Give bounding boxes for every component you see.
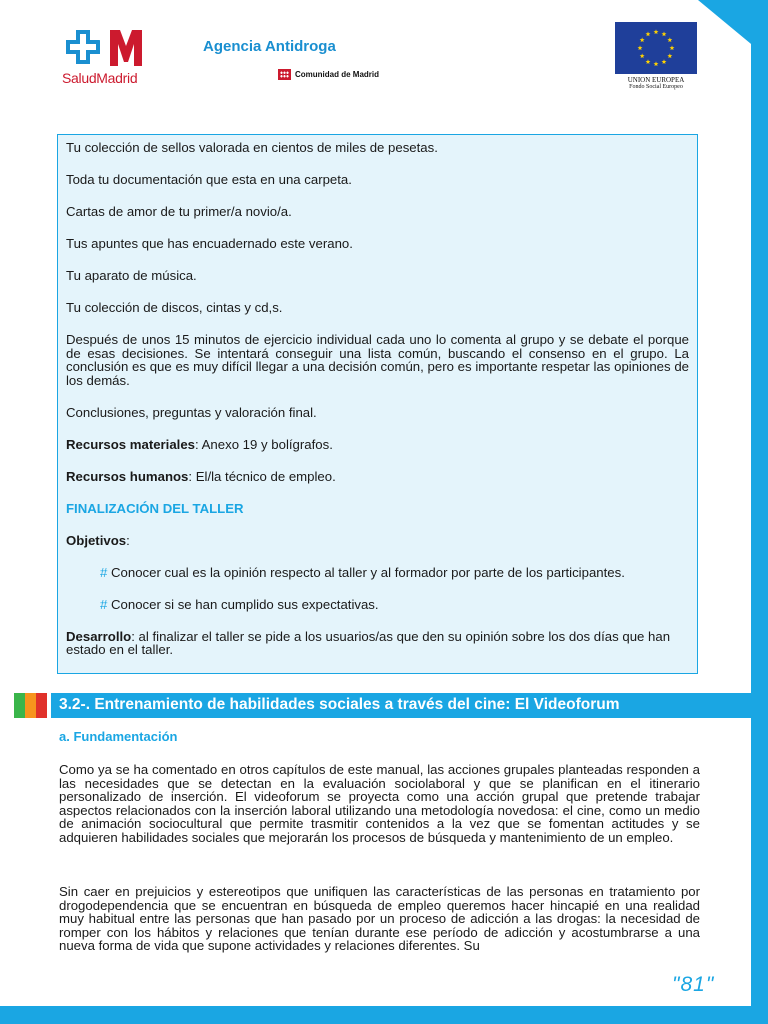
- desarrollo: [66, 630, 689, 657]
- objective-text: Conocer cual es la opinión respecto al taller y al formador por parte de los participantes.: [111, 564, 625, 580]
- finalizacion-heading: FINALIZACIÓN DEL TALLER: [66, 500, 244, 516]
- bottom-border: [0, 1006, 768, 1024]
- recursos-humanos-text: : El/la técnico de empleo.: [188, 468, 336, 484]
- recursos-humanos: [66, 470, 689, 484]
- recursos-materiales-text: : Anexo 19 y bolígrafos.: [195, 436, 333, 452]
- eu-flag-icon: [615, 22, 697, 74]
- comunidad-madrid-text: Comunidad de Madrid: [295, 70, 379, 79]
- recursos-humanos-label: Recursos humanos: [66, 468, 189, 484]
- eu-label: UNION EUROPEA: [627, 76, 685, 84]
- activity-box: [57, 134, 698, 674]
- eu-star-icon: [662, 59, 667, 64]
- eu-star-icon: [670, 45, 675, 50]
- salud-madrid-text: SaludMadrid: [62, 70, 138, 86]
- objetivos-label: Objetivos: [66, 532, 127, 548]
- comunidad-madrid-logo: [278, 69, 379, 80]
- desarrollo-label: Desarrollo: [66, 628, 132, 644]
- recursos-materiales-label: Recursos materiales: [66, 436, 196, 452]
- recursos-materiales: [66, 438, 689, 452]
- eu-star-icon: [646, 32, 651, 37]
- corner-decoration: [698, 0, 768, 70]
- eu-star-icon: [662, 32, 667, 37]
- eu-star-icon: [640, 53, 645, 58]
- subsection-heading: a. Fundamentación: [59, 729, 178, 744]
- list-item: Tu aparato de música.: [66, 267, 197, 283]
- eu-star-icon: [667, 53, 672, 58]
- color-square-orange: [25, 693, 36, 718]
- eu-star-icon: [654, 61, 659, 66]
- section-title: 3.2-. Entrenamiento de habilidades sociales a través del cine: El Videoforum: [59, 696, 620, 713]
- eu-fund-label: Fondo Social Europeo: [629, 84, 683, 90]
- objective-item: [66, 566, 689, 580]
- despues-paragraph: Después de unos 15 minutos de ejercicio individual cada uno lo comenta al grupo y se debate el porque de esas decisiones. Se intentará conseguir una lista común, buscando el consenso en el grupo. La conclusión es que es muy difícil llegar a una decisión común, pero es importante respetar las opiniones de los demás.: [66, 331, 689, 388]
- agency-title: Agencia Antidroga: [203, 38, 336, 55]
- list-item: Tu colección de sellos valorada en cientos de miles de pesetas.: [66, 140, 438, 155]
- hash-bullet-icon: #: [100, 596, 108, 612]
- eu-star-icon: [654, 29, 659, 34]
- objetivos-colon: :: [126, 532, 130, 548]
- list-item: Tus apuntes que has encuadernado este verano.: [66, 235, 353, 251]
- desarrollo-text: : al finalizar el taller se pide a los usuarios/as que den su opinión sobre los dos días que han estado en el taller.: [66, 628, 671, 658]
- right-border: [751, 0, 768, 1024]
- hash-bullet-icon: #: [100, 564, 108, 580]
- conclusiones-line: Conclusiones, preguntas y valoración final.: [66, 404, 317, 420]
- color-square-red: [36, 693, 47, 718]
- eu-star-icon: [667, 37, 672, 42]
- body-paragraph: Sin caer en prejuicios y estereotipos que unifiquen las características de las personas en tratamiento por drogodependencia que se encuentran en búsqueda de empleo queremos hacer hincapié en una realidad muy habitual entre las personas que han pasado por un proceso de adicción a las drogas: la necesidad de romper con los hábitos y relaciones que tenían durante ese período de adicción y acostumbrarse a una nueva forma de vida que supone actividades y relaciones diferentes. Su: [59, 884, 700, 954]
- eu-star-icon: [638, 45, 643, 50]
- list-item: Cartas de amor de tu primer/a novio/a.: [66, 203, 292, 219]
- objective-item: [66, 598, 689, 612]
- madrid-flag-icon: [278, 69, 291, 80]
- page-number: "81": [672, 973, 715, 996]
- color-square-green: [14, 693, 25, 718]
- objective-text: Conocer si se han cumplido sus expectativas.: [111, 596, 379, 612]
- eu-star-icon: [640, 37, 645, 42]
- eu-star-icon: [646, 59, 651, 64]
- section-title-bar: [51, 693, 751, 718]
- list-item: Tu colección de discos, cintas y cd,s.: [66, 299, 283, 315]
- objetivos: [66, 534, 689, 548]
- body-paragraph: Como ya se ha comentado en otros capítulos de este manual, las acciones grupales planteadas responden a las necesidades que se detectan en la evaluación sociolaboral y que se planifican en el itinerario personalizado de inserción. El videoforum se proyecta como una acción grupal que pretende trabajar aspectos relacionados con la inserción laboral utilizando una metodología novedosa: el cine, como un medio de animación sociocultural que permite trasmitir contenidos a la vez que se fomentan actitudes y se adquieren habilidades sociales que mejorarán los procesos de búsqueda y mantenimiento de un empleo.: [59, 762, 700, 845]
- list-item: Toda tu documentación que esta en una carpeta.: [66, 171, 352, 187]
